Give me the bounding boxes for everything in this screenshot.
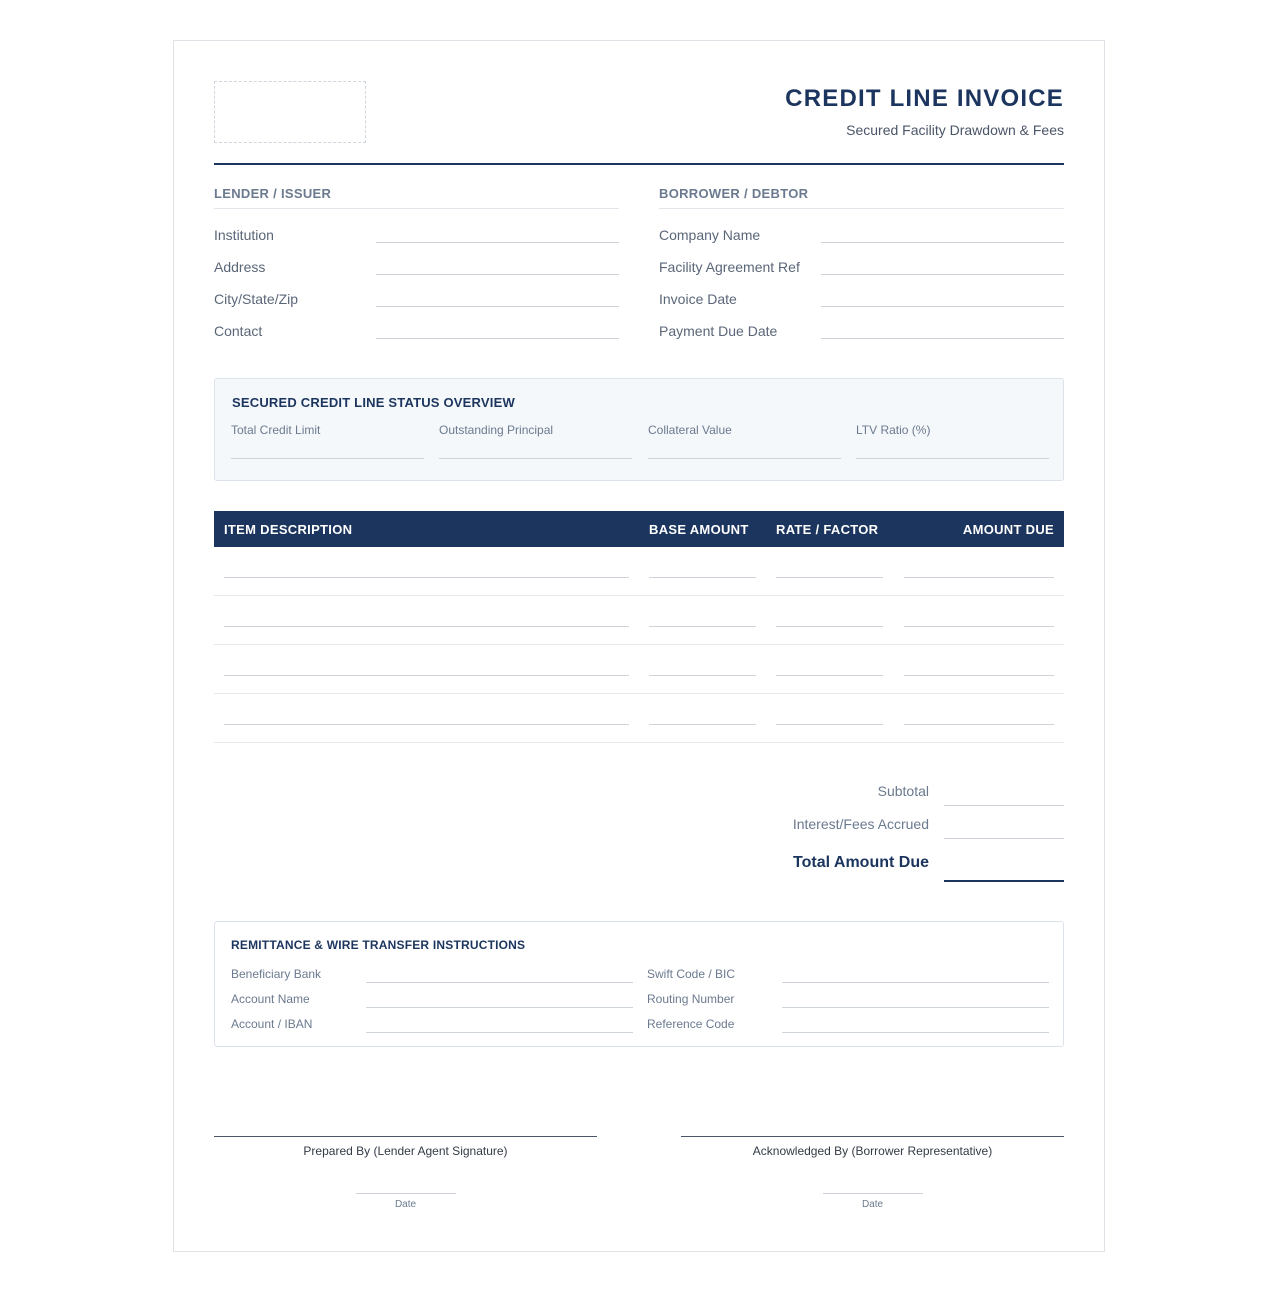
amount-due-cell[interactable] [904,626,1054,627]
interest-field[interactable] [944,838,1064,839]
remit-row-account-name [231,990,633,1015]
borrower-section [659,186,1064,337]
status-overview-panel [214,378,1064,481]
remit-row-routing [647,990,1049,1015]
column-header-rate: RATE / FACTOR [776,522,879,537]
field-label: Beneficiary Bank [231,967,322,981]
lender-heading: LENDER / ISSUER [214,186,619,209]
description-cell[interactable] [224,724,629,725]
ltv-ratio-field[interactable] [856,458,1049,459]
field-label: Institution [214,227,274,243]
status-overview-title: SECURED CREDIT LINE STATUS OVERVIEW [232,395,515,410]
base-amount-cell[interactable] [649,675,756,676]
swift-code-field[interactable] [782,982,1049,983]
reference-code-field[interactable] [782,1032,1049,1033]
field-label: Address [214,259,266,275]
rate-cell[interactable] [776,675,883,676]
date-label: Date [394,1199,417,1210]
lender-row-contact [214,305,619,337]
field-label: Account / IBAN [231,1017,313,1031]
field-label: Outstanding Principal [439,423,554,437]
prepared-date-field[interactable] [356,1193,456,1194]
status-total-credit-limit [231,423,424,459]
base-amount-cell[interactable] [649,577,756,578]
field-label: Total Credit Limit [231,423,321,437]
remit-row-account-iban [231,1015,633,1040]
amount-due-cell[interactable] [904,577,1054,578]
table-row [214,547,1064,596]
table-row [214,694,1064,743]
total-credit-limit-field[interactable] [231,458,424,459]
page-title: CREDIT LINE INVOICE [785,85,1064,112]
prepared-signature-line[interactable] [214,1136,597,1137]
status-outstanding-principal [439,423,632,459]
remit-row-swift [647,965,1049,990]
field-label: Payment Due Date [659,323,778,339]
lender-row-address [214,241,619,273]
total-amount-due-label: Total Amount Due [793,854,929,871]
field-label: Invoice Date [659,291,737,307]
totals-section [214,776,1064,884]
remittance-panel [214,921,1064,1047]
description-cell[interactable] [224,626,629,627]
borrower-row-facility [659,241,1064,273]
remit-row-reference [647,1015,1049,1040]
routing-number-field[interactable] [782,1007,1049,1008]
field-label: Reference Code [647,1017,735,1031]
rate-cell[interactable] [776,724,883,725]
table-row [214,596,1064,645]
amount-due-cell[interactable] [904,724,1054,725]
status-ltv-ratio [856,423,1049,459]
interest-row [214,809,1064,842]
header-divider [214,163,1064,165]
borrower-row-due-date [659,305,1064,337]
total-row [214,842,1064,884]
remittance-title: REMITTANCE & WIRE TRANSFER INSTRUCTIONS [231,938,526,952]
amount-due-cell[interactable] [904,675,1054,676]
field-label: Account Name [231,992,310,1006]
rate-cell[interactable] [776,626,883,627]
field-label: Routing Number [647,992,735,1006]
acknowledged-signature-line[interactable] [681,1136,1064,1137]
table-header [214,511,1064,547]
rate-cell[interactable] [776,577,883,578]
lender-row-institution [214,209,619,241]
invoice-sheet [173,40,1105,1252]
beneficiary-bank-field[interactable] [366,982,633,983]
lender-section [214,186,619,337]
subtotal-row [214,776,1064,809]
logo-placeholder [214,81,366,143]
base-amount-cell[interactable] [649,724,756,725]
borrower-heading: BORROWER / DEBTOR [659,186,1064,209]
subtotal-field[interactable] [944,805,1064,806]
field-label: Contact [214,323,263,339]
account-name-field[interactable] [366,1007,633,1008]
field-label: Facility Agreement Ref [659,259,800,275]
acknowledged-by-caption: Acknowledged By (Borrower Representative) [752,1144,993,1158]
field-label: Collateral Value [648,423,732,437]
base-amount-cell[interactable] [649,626,756,627]
acknowledged-date-field[interactable] [823,1193,923,1194]
remit-row-beneficiary-bank [231,965,633,990]
field-label: LTV Ratio (%) [856,423,931,437]
column-header-base-amount: BASE AMOUNT [649,522,749,537]
line-items-table [214,511,1064,743]
interest-label: Interest/Fees Accrued [792,816,929,832]
outstanding-principal-field[interactable] [439,458,632,459]
date-label: Date [861,1199,884,1210]
acknowledged-by-signature [681,1136,1064,1210]
total-amount-due-field[interactable] [944,880,1064,882]
page-subtitle: Secured Facility Drawdown & Fees [846,122,1064,138]
borrower-row-company [659,209,1064,241]
contact-field[interactable] [376,338,619,339]
collateral-value-field[interactable] [648,458,841,459]
description-cell[interactable] [224,577,629,578]
column-header-amount-due: AMOUNT DUE [962,522,1054,537]
subtotal-label: Subtotal [877,783,929,799]
payment-due-date-field[interactable] [821,338,1064,339]
borrower-row-invoice-date [659,273,1064,305]
prepared-by-caption: Prepared By (Lender Agent Signature) [303,1144,508,1158]
field-label: Swift Code / BIC [647,967,736,981]
field-label: Company Name [659,227,761,243]
status-collateral-value [648,423,841,459]
table-row [214,645,1064,694]
column-header-description: ITEM DESCRIPTION [224,522,353,537]
field-label: City/State/Zip [214,291,299,307]
account-iban-field[interactable] [366,1032,633,1033]
prepared-by-signature [214,1136,597,1210]
lender-row-city [214,273,619,305]
description-cell[interactable] [224,675,629,676]
